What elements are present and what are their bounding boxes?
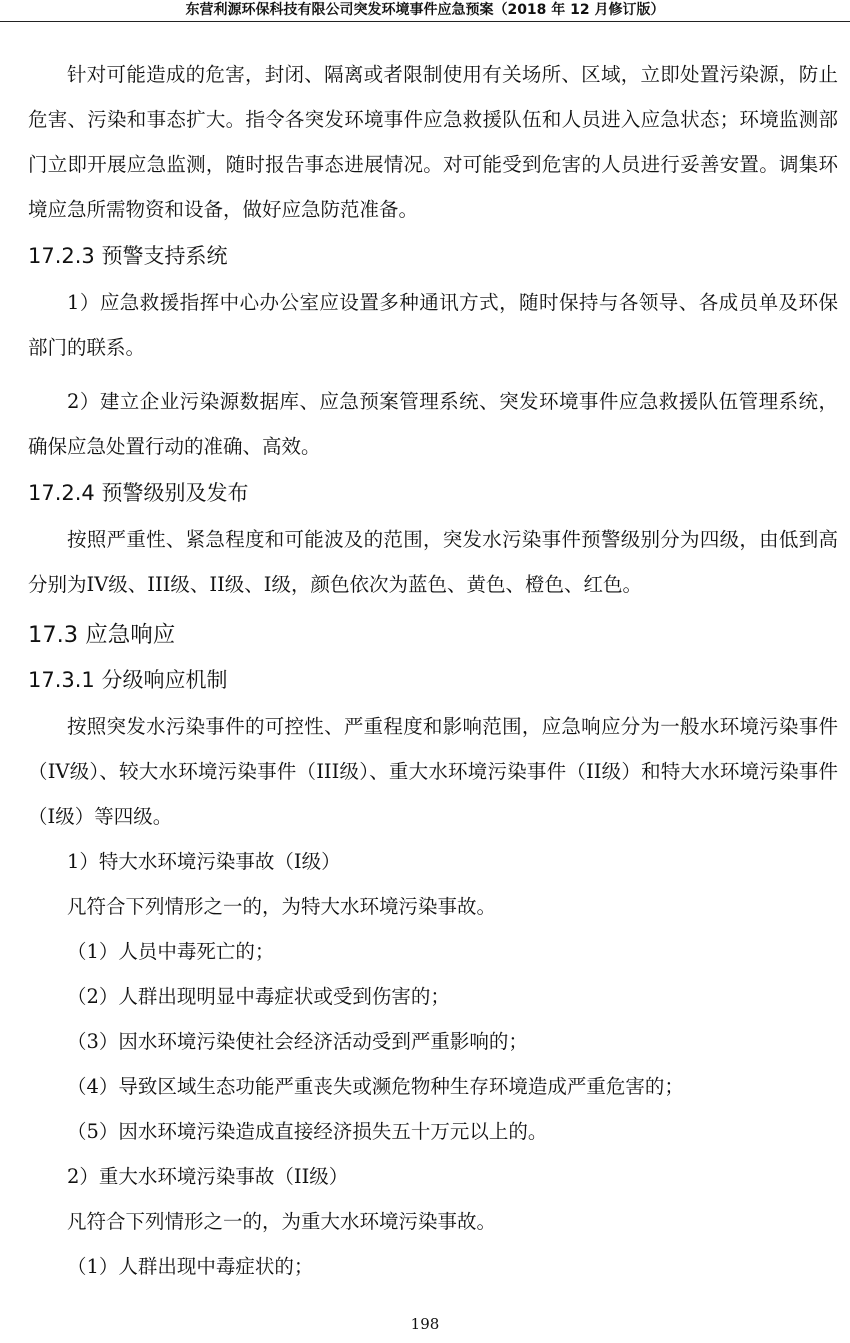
level-2-criterion-1: （1）人群出现中毒症状的； xyxy=(67,1255,314,1278)
level-1-criterion-5: （5）因水环境污染造成直接经济损失五十万元以上的。 xyxy=(67,1120,548,1143)
level-2-title: 2）重大水环境污染事故（II级） xyxy=(67,1165,349,1188)
section-17-2-4-heading: 17.2.4 预警级别及发布 xyxy=(28,481,249,505)
page-header: 东营利源环保科技有限公司突发环境事件应急预案（2018 年 12 月修订版） xyxy=(0,0,850,22)
intro-paragraph: 针对可能造成的危害，封闭、隔离或者限制使用有关场所、区域，立即处置污染源，防止危害、污染和事态扩大。指令各突发环境事件应急救援队伍和人员进入应急状态；环境监测部门立即开展应急监测，随时报告事态进展情况。对可能受到危害的人员进行妥善安置。调集环境应急所需物资和设备，做好应急防范准备。 xyxy=(28,63,838,221)
level-2-lead: 凡符合下列情形之一的，为重大水环境污染事故。 xyxy=(67,1210,497,1233)
document-body xyxy=(28,52,838,1289)
level-1-criterion-3: （3）因水环境污染使社会经济活动受到严重影响的； xyxy=(67,1030,528,1053)
level-1-lead: 凡符合下列情形之一的，为特大水环境污染事故。 xyxy=(67,895,497,918)
level-1-criterion-4: （4）导致区域生态功能严重丧失或濒危物种生存环境造成严重危害的； xyxy=(67,1075,684,1098)
level-1-title: 1）特大水环境污染事故（I级） xyxy=(67,850,341,873)
section-17-3-heading: 17.3 应急响应 xyxy=(28,622,176,648)
level-1-criterion-2: （2）人群出现明显中毒症状或受到伤害的； xyxy=(67,985,450,1008)
section-17-2-3-heading: 17.2.3 预警支持系统 xyxy=(28,244,228,268)
page-number: 198 xyxy=(410,1315,440,1333)
section-17-2-3-item-1: 1）应急救援指挥中心办公室应设置多种通讯方式，随时保持与各领导、各成员单及环保部门的联系。 xyxy=(28,291,838,359)
section-17-3-1-paragraph: 按照突发水污染事件的可控性、严重程度和影响范围，应急响应分为一般水环境污染事件（IV级）、较大水环境污染事件（III级）、重大水环境污染事件（II级）和特大水环境污染事件（I级）等四级。 xyxy=(28,715,838,828)
section-17-2-4-paragraph: 按照严重性、紧急程度和可能波及的范围，突发水污染事件预警级别分为四级，由低到高分别为IV级、III级、II级、I级，颜色依次为蓝色、黄色、橙色、红色。 xyxy=(28,528,838,596)
section-17-2-3-item-2: 2）建立企业污染源数据库、应急预案管理系统、突发环境事件应急救援队伍管理系统，确保应急处置行动的准确、高效。 xyxy=(28,390,838,458)
level-1-criterion-1: （1）人员中毒死亡的； xyxy=(67,940,275,963)
section-17-3-1-heading: 17.3.1 分级响应机制 xyxy=(28,668,228,692)
